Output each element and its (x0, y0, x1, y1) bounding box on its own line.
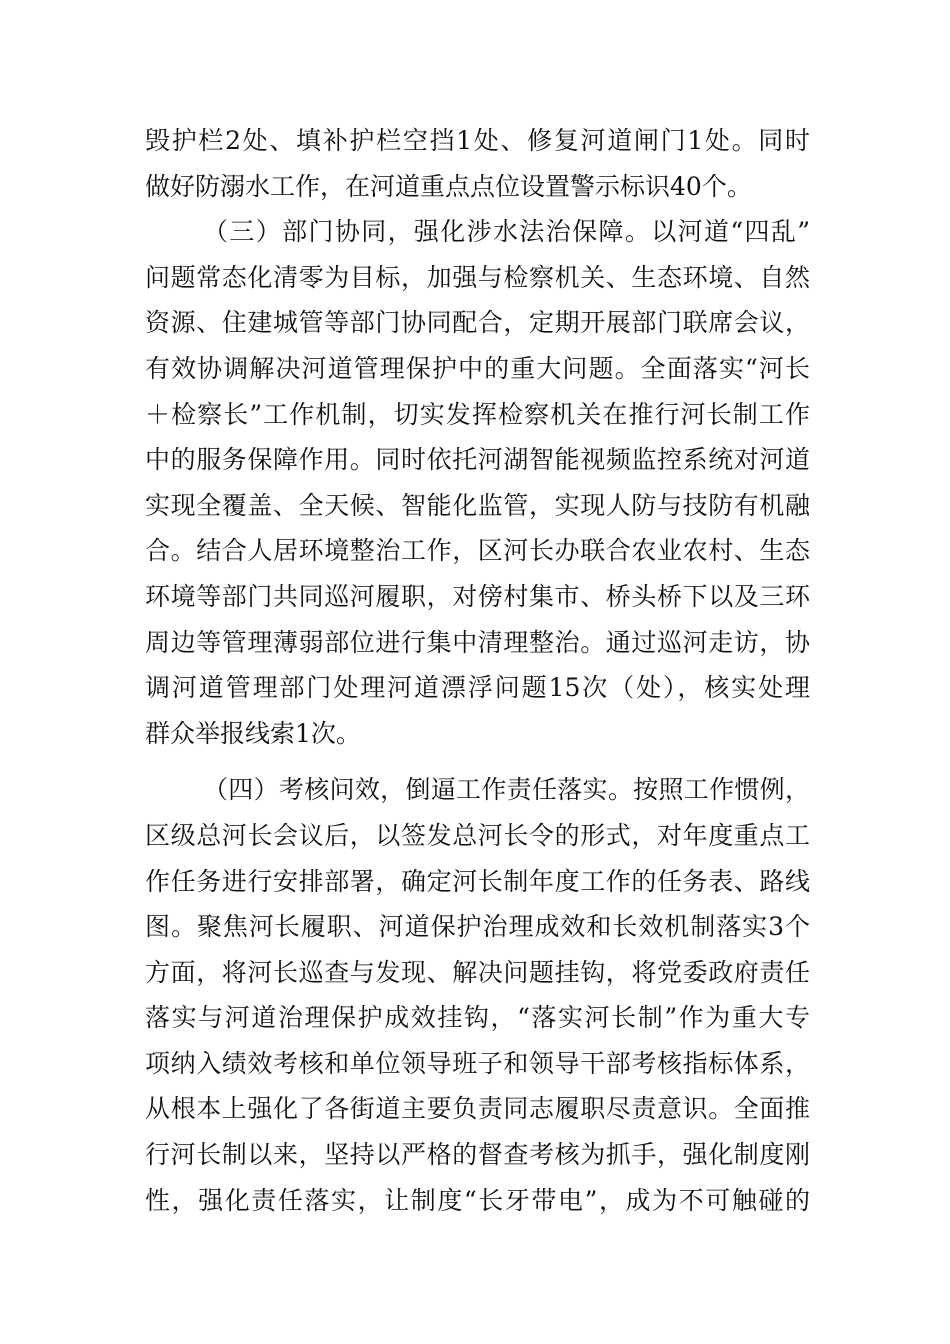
text-line: 环境等部门共同巡河履职，对傍村集市、桥头桥下以及三环 (145, 581, 810, 611)
text-line: ＋检察长”工作机制，切实发挥检察机关在推行河长制工作 (145, 399, 810, 429)
text-line: 问题常态化清零为目标，加强与检察机关、生态环境、自然 (145, 262, 810, 292)
text-line: 行河长制以来，坚持以严格的督查考核为抓手，强化制度刚 (145, 1140, 810, 1170)
text-line: 有效协调解决河道管理保护中的重大问题。全面落实“河长 (145, 353, 810, 383)
text-line: 项纳入绩效考核和单位领导班子和领导干部考核指标体系， (145, 1048, 810, 1078)
paragraph-section-four (145, 767, 810, 1223)
text-line: 做好防溺水工作，在河道重点点位设置警示标识40个。 (145, 171, 752, 201)
text-line: 调河道管理部门处理河道漂浮问题15次（处），核实处理 (145, 673, 810, 703)
text-line: 合。结合人居环境整治工作，区河长办联合农业农村、生态 (145, 536, 810, 566)
paragraph-section-three (145, 209, 810, 756)
text-line: 毁护栏2处、填补护栏空挡1处、修复河道闸门1处。同时 (145, 126, 810, 155)
paragraph-spacer (145, 756, 810, 767)
paragraph-heading-line: （四）考核问效，倒逼工作责任落实。按照工作惯例， (203, 775, 810, 805)
text-line: 资源、住建城管等部门协同配合，定期开展部门联席会议， (145, 308, 810, 338)
paragraph-heading-line: （三）部门协同，强化涉水法治保障。以河道“四乱” (203, 217, 810, 247)
document-body (145, 118, 810, 1223)
text-line: 图。聚焦河长履职、河道保护治理成效和长效机制落实3个 (145, 912, 810, 942)
paragraph-continuation (145, 118, 810, 209)
text-line: 实现全覆盖、全天候、智能化监管，实现人防与技防有机融 (145, 490, 810, 520)
text-line: 从根本上强化了各街道主要负责同志履职尽责意识。全面推 (145, 1094, 810, 1124)
text-line: 作任务进行安排部署，确定河长制年度工作的任务表、路线 (145, 866, 810, 896)
text-line: 中的服务保障作用。同时依托河湖智能视频监控系统对河道 (145, 445, 810, 475)
text-line: 群众举报线索1次。 (145, 718, 361, 748)
text-line: 区级总河长会议后，以签发总河长令的形式，对年度重点工 (145, 820, 810, 850)
text-line: 方面，将河长巡查与发现、解决问题挂钩，将党委政府责任 (145, 957, 810, 987)
text-line: 周边等管理薄弱部位进行集中清理整治。通过巡河走访，协 (145, 627, 810, 657)
text-line: 性，强化责任落实，让制度“长牙带电”，成为不可触碰的 (145, 1185, 810, 1215)
text-line: 落实与河道治理保护成效挂钩，“落实河长制”作为重大专 (145, 1003, 810, 1033)
